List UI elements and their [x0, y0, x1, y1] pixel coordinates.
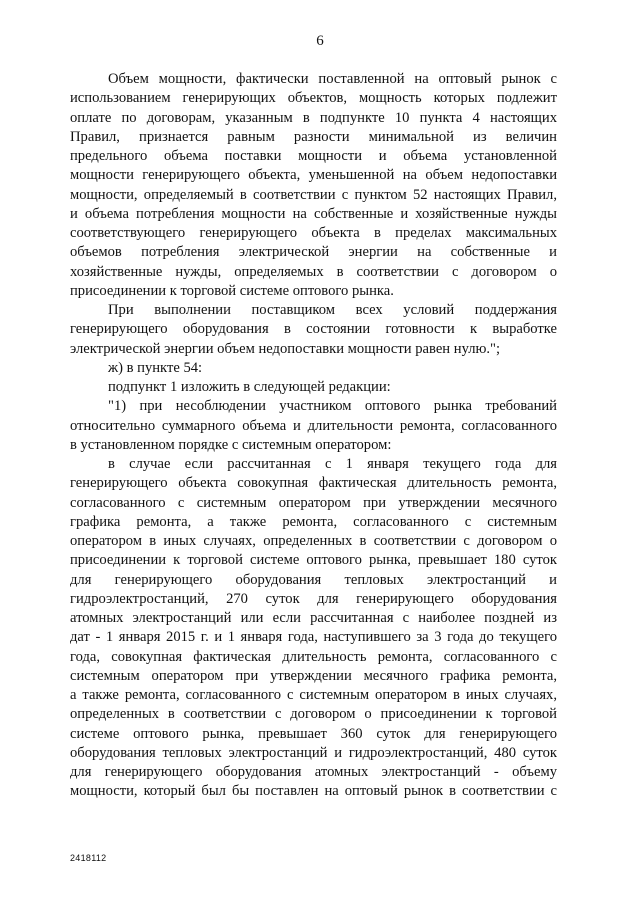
text-line: оператором в иных случаях, определенных в соответствии с договором о	[70, 533, 557, 549]
text-line: Объем мощности, фактически поставленной на оптовый рынок с	[108, 71, 557, 87]
text-line: в установленном порядке с системным оператором:	[70, 436, 392, 453]
text-line: относительно суммарного объема и длительности ремонта, согласованного	[70, 417, 557, 434]
text-line: подпункт 1 изложить в следующей редакции:	[108, 379, 391, 395]
text-line: для генерирующего оборудования тепловых электростанций и	[70, 571, 557, 588]
text-line: оплате по договорам, указанным в подпункте 10 пункта 4 настоящих	[70, 109, 557, 126]
text-line: и объема потребления мощности на собственные и хозяйственные нужды	[70, 205, 557, 222]
text-line: гидроэлектростанций, 270 суток для генерирующего оборудования	[70, 590, 557, 607]
text-line: графика ремонта, а также ремонта, согласованного с системным	[70, 513, 557, 530]
text-line: системным оператором при утверждении месячного графика ремонта,	[70, 667, 557, 684]
text-line: использованием генерирующих объектов, мощность которых подлежит	[70, 90, 557, 107]
document-body	[70, 70, 557, 802]
text-line: системе оптового рынка, превышает 360 суток для генерирующего	[70, 725, 557, 742]
text-line: для генерирующего оборудования атомных электростанций - объему	[70, 764, 557, 780]
text-line: хозяйственные нужды, определяемых в соответствии с договором о	[70, 263, 557, 280]
text-line: Правил, признается равным разности минимальной из величин	[70, 128, 557, 145]
text-line: в случае если рассчитанная с 1 января текущего года для	[108, 456, 557, 472]
text-line: атомных электростанций или если рассчитанная с наиболее поздней из	[70, 610, 557, 626]
text-line: согласованного с системным оператором при утверждении месячного	[70, 494, 557, 511]
text-line: присоединении к торговой системе оптового рынка.	[70, 282, 394, 299]
page-number: 6	[316, 33, 324, 49]
text-line: присоединении к торговой системе оптового рынка, превышает 180 суток	[70, 552, 557, 569]
text-line: оборудования тепловых электростанций и гидроэлектростанций, 480 суток	[70, 744, 557, 761]
text-line: ж) в пункте 54:	[108, 359, 203, 376]
text-line: мощности, определяемый в соответствии с пунктом 52 настоящих Правил,	[70, 186, 557, 203]
text-line: дат - 1 января 2015 г. и 1 января года, наступившего за 3 года до текущего	[70, 629, 557, 646]
text-line: мощности генерирующего объекта, уменьшенной на объем недопоставки	[70, 167, 557, 184]
text-line: года, совокупная фактическая длительность ремонта, согласованного с	[70, 648, 557, 665]
text-line: соответствующего генерирующего объекта в пределах максимальных	[70, 225, 557, 241]
text-line: При выполнении поставщиком всех условий поддержания	[108, 302, 557, 318]
text-line: объемов потребления электрической энергии на собственные и	[70, 244, 557, 261]
text-line: генерирующего оборудования в состоянии готовности к выработке	[70, 321, 557, 338]
text-line: "1) при несоблюдении участником оптового рынка требований	[108, 398, 557, 415]
text-line: определенных в соответствии с договором о присоединении к торговой	[70, 706, 557, 723]
text-line: а также ремонта, согласованного с системным оператором в иных случаях,	[70, 687, 557, 703]
document-code: 2418112	[70, 853, 107, 863]
text-line: электрической энергии объем недопоставки мощности равен нулю.";	[70, 340, 501, 357]
text-line: мощности, который был бы поставлен на оптовый рынок в соответствии с	[70, 783, 557, 800]
text-line: предельного объема поставки мощности и объема установленной	[70, 148, 557, 164]
text-line: генерирующего объекта совокупная фактическая длительность ремонта,	[70, 475, 557, 492]
